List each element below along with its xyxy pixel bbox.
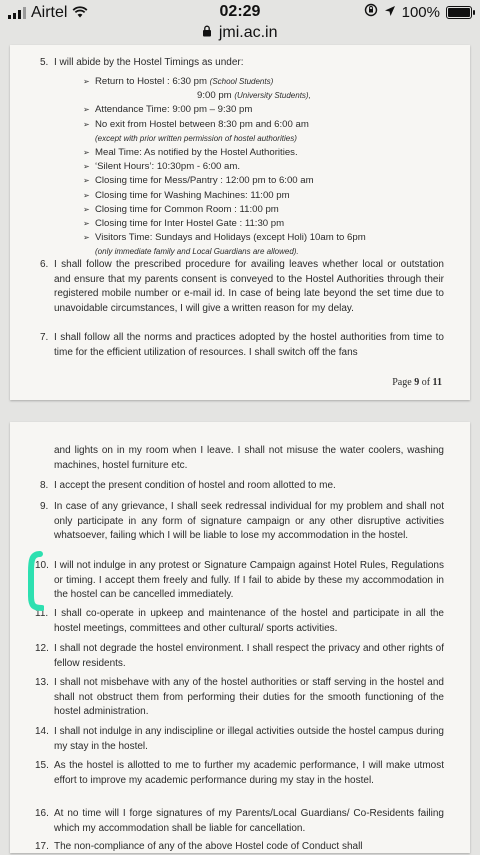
timing-item: ➢ No exit from Hostel between 8:30 pm and 6:00 am bbox=[95, 118, 455, 132]
clause-5 bbox=[40, 56, 444, 71]
arrow-bullet-icon: ➢ bbox=[83, 162, 90, 172]
lock-icon bbox=[202, 26, 215, 40]
timing-item: ➢ Closing time for Mess/Pantry : 12:00 pm to 6:00 am bbox=[95, 174, 455, 188]
timing-item: ➢ Meal Time: As notified by the Hostel Authorities. bbox=[95, 146, 455, 160]
timing-item: ➢ Closing time for Common Room : 11:00 pm bbox=[95, 203, 455, 217]
clause-text: and lights on in my room when I leave. I shall not misuse the water coolers, washing machines, hostel furniture etc. bbox=[54, 445, 444, 471]
clause-15: 15. As the hostel is allotted to me to further my academic performance, I will make utmost effort to improve my academic performance during my stay in the hostel. bbox=[35, 760, 444, 786]
arrow-bullet-icon: ➢ bbox=[83, 204, 90, 214]
url-text: jmi.ac.in bbox=[218, 24, 278, 41]
clause-11: 11. I shall co-operate in upkeep and maintenance of the hostel and participate in all the hostel meetings, committees and other cultural/ sports activities. bbox=[35, 608, 444, 634]
clock: 02:29 bbox=[219, 3, 261, 20]
status-bar bbox=[0, 0, 480, 24]
arrow-bullet-icon: ➢ bbox=[83, 233, 90, 243]
timing-item: 9:00 pm (University Students), bbox=[197, 90, 311, 102]
arrow-bullet-icon: ➢ bbox=[83, 176, 90, 186]
arrow-bullet-icon: ➢ bbox=[83, 148, 90, 158]
clause-16: 16. At no time will I forge signatures of my Parents/Local Guardians/ Co-Residents failing which my accommodation shall be liable for cancellation. bbox=[35, 808, 444, 834]
arrow-bullet-icon: ➢ bbox=[83, 77, 90, 86]
arrow-bullet-icon: ➢ bbox=[83, 190, 90, 200]
clause-10: 10. I will not indulge in any protest or Signature Campaign against Hotel Rules, Regulations or timing. I accept them freely and fully. If I fail to abide by these my accommodation in the hostel can be cancelled immediately. bbox=[35, 560, 444, 601]
battery-percent: 100% bbox=[401, 3, 440, 21]
document-page-10 bbox=[10, 422, 470, 853]
timing-item: ➢ Attendance Time: 9:00 pm – 9:30 pm bbox=[95, 103, 455, 117]
clause-number: 6. bbox=[40, 259, 49, 270]
carrier-name: Airtel bbox=[31, 4, 68, 21]
page-number: Page 9 of 11 bbox=[392, 377, 442, 388]
timing-item: ➢ Return to Hostel : 6:30 pm (School Students) bbox=[95, 75, 455, 89]
timing-item: ➢ Visitors Time: Sundays and Holidays (except Holi) 10am to 6pm bbox=[95, 231, 455, 245]
status-right bbox=[364, 3, 472, 21]
clause-7 bbox=[40, 331, 444, 360]
rotation-lock-icon bbox=[364, 3, 378, 21]
arrow-bullet-icon: ➢ bbox=[83, 119, 90, 129]
clause-text: I shall follow all the norms and practices adopted by the hostel authorities from time to time for the efficient utilization of resources. I shall switch off the fans bbox=[54, 332, 444, 358]
timing-item: ➢ Closing time for Washing Machines: 11:00 pm bbox=[95, 189, 455, 203]
timing-item: ➢ Closing time for Inter Hostel Gate : 11:30 pm bbox=[95, 217, 455, 231]
clause-text: I will abide by the Hostel Timings as under: bbox=[54, 57, 244, 68]
clause-text: I shall follow the prescribed procedure for availing leaves whether local or outstation and ensure that my parents consent is conveyed to the Hostel Authorities through their registered mobile number or e-mail id. In case of being late beyond the set time due to unavoidable circumstances, I will give a written reason for my delay. bbox=[54, 259, 444, 314]
timing-item: ➢ ‘Silent Hours’: 10:30pm - 6:00 am. bbox=[95, 160, 455, 174]
address-bar[interactable] bbox=[0, 24, 480, 46]
clause-number: 5. bbox=[40, 57, 49, 68]
clause-7-continued bbox=[54, 444, 444, 473]
clause-8: 8. I accept the present condition of hostel and room allotted to me. bbox=[40, 480, 336, 491]
arrow-bullet-icon: ➢ bbox=[83, 219, 90, 229]
clause-12: 12. I shall not degrade the hostel environment. I shall respect the privacy and other rights of fellow residents. bbox=[35, 643, 444, 669]
highlight-bracket-annotation bbox=[26, 550, 44, 612]
clause-9: 9. In case of any grievance, I shall seek redressal individual for my problem and shall not only participate in any form of signature campaign or any other disruptive activities whatsoever, failing which I will be liable to lose my accommodation in the hostel. bbox=[40, 501, 444, 542]
clause-13: 13. I shall not misbehave with any of the hostel authorities or staff serving in the hostel and shall not obstruct them from performing their duties for the smooth functioning of the hostel administration. bbox=[35, 677, 444, 718]
arrow-bullet-icon: ➢ bbox=[83, 105, 90, 115]
timing-note: (except with prior written permission of hostel authorities) bbox=[95, 133, 297, 143]
clause-17: 17. The non-compliance of any of the above Hostel code of Conduct shall bbox=[35, 841, 363, 852]
timing-note: (only immediate family and Local Guardians are allowed). bbox=[95, 247, 299, 257]
clause-14: 14. I shall not indulge in any indiscipline or illegal activities outside the hostel campus during my stay in the hostel. bbox=[35, 726, 444, 752]
document-page-9 bbox=[10, 45, 470, 400]
battery-icon bbox=[446, 6, 472, 19]
clause-number: 7. bbox=[40, 332, 49, 343]
location-arrow-icon bbox=[384, 4, 396, 21]
clause-6 bbox=[40, 258, 444, 316]
timings-list bbox=[83, 75, 455, 260]
